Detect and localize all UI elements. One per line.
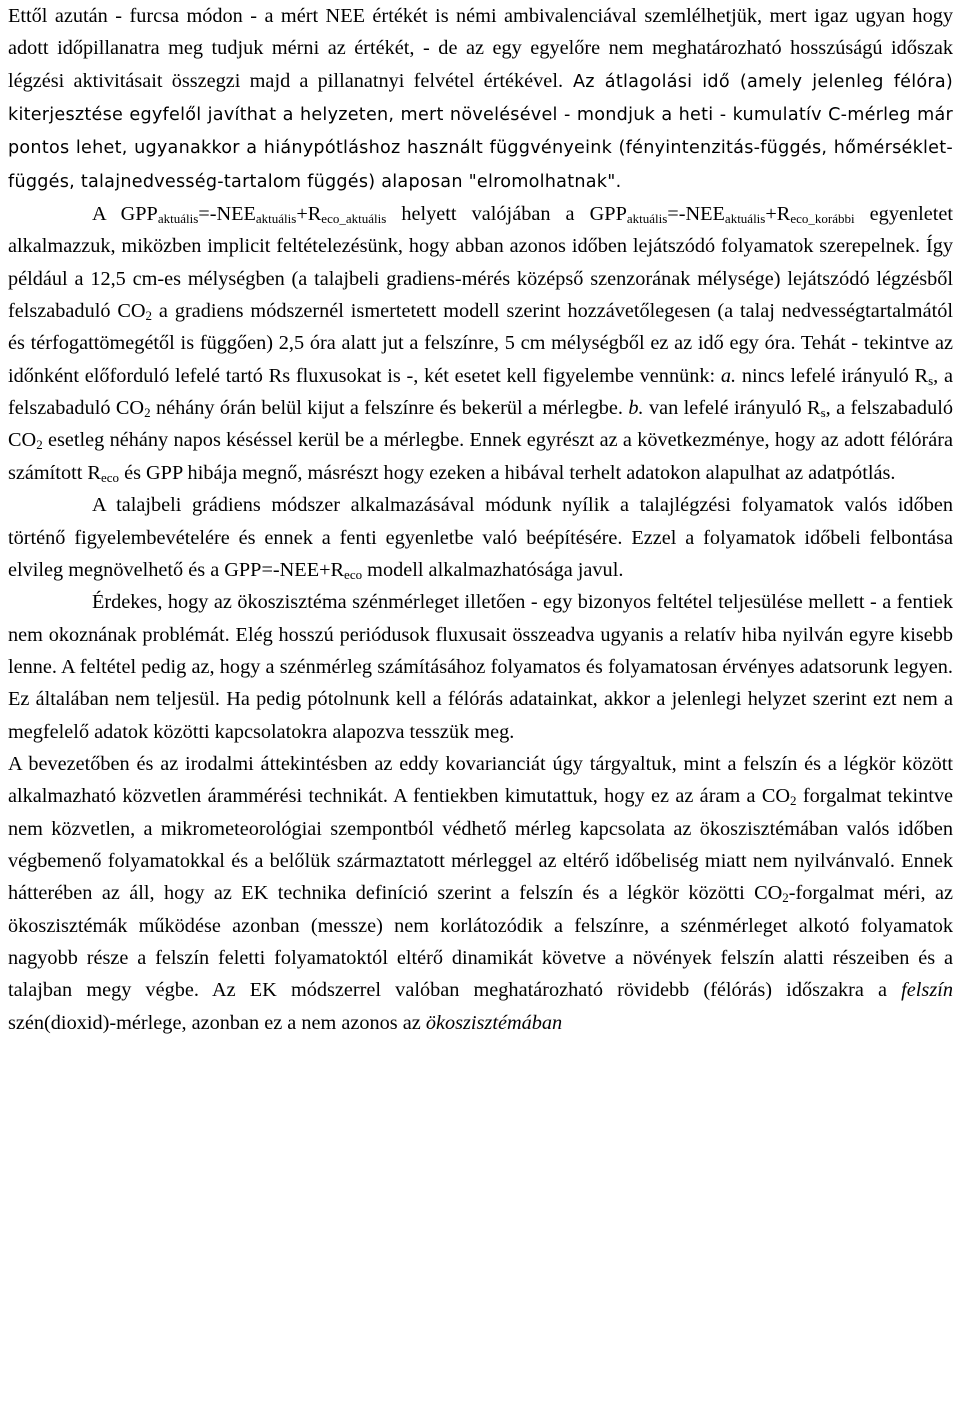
subscript: 2 xyxy=(36,437,43,453)
subscript: eco xyxy=(344,566,363,582)
paragraph-1 xyxy=(8,0,953,198)
text-run: =-NEE xyxy=(667,203,725,226)
subscript: 2 xyxy=(790,793,797,809)
text-run: nincs lefelé irányuló R xyxy=(736,364,929,387)
text-run: , a felszabaduló CO xyxy=(8,397,953,452)
subscript: eco_aktuális xyxy=(321,211,387,227)
subscript: aktuális xyxy=(724,211,766,227)
text-run: forgalmat tekintve nem közvetlen, a mikrometeorológiai szempontból védhető mérleg kapcsolata az ökoszisztémában valós időben végbemenő folyamatokkal és a belőlük származtatott mérleggel az eltérő időbeliség miatt nem nyilvánvaló. Ennek hátterében az áll, hogy az EK technika definíció szerint a felszín és a légkör közötti CO xyxy=(8,785,953,905)
list-marker-a: a. xyxy=(720,364,737,387)
paragraph-4 xyxy=(8,586,953,748)
paragraph-1-sentence-2: Az átlagolási idő (amely jelenleg félóra) kiterjesztése egyfelől javíthat a helyzeten, mert növelésével - mondjuk a heti - kumulatív C-mérleg már pontos lehet, ugyanakkor a hiánypótláshoz használt függvényeink (fényintenzitás-függés, hőmérséklet-függés, talajnedvesség-tartalom függés) alaposan "elromolhatnak". xyxy=(8,71,953,192)
subscript: aktuális xyxy=(626,211,668,227)
text-run: +R xyxy=(296,203,322,226)
text-run: =-NEE xyxy=(198,203,256,226)
list-marker-b: b. xyxy=(628,397,644,420)
subscript: eco_korábbi xyxy=(790,211,855,227)
paragraph-5 xyxy=(8,748,953,1039)
text-run: , a felszabaduló CO xyxy=(8,364,953,420)
text-run: A bevezetőben és az irodalmi áttekintésben az eddy kovarianciát úgy tárgyaltuk, mint a felszín és a légkör között alkalmazható közvetlen árammérési technikát. A fentiekben kimutattuk, hogy ez az áram a CO xyxy=(8,752,953,808)
paragraph-3 xyxy=(8,489,953,586)
emphasis-felszin: felszín xyxy=(901,979,953,1002)
text-run: +R xyxy=(765,203,791,226)
subscript: aktuális xyxy=(157,211,199,227)
text-run: helyett valójában a GPP xyxy=(386,203,627,226)
text-run: néhány órán belül kijut a felszínre és bekerül a mérlegbe. xyxy=(150,397,629,420)
text-run: esetleg néhány napos késéssel kerül be a mérlegbe. Ennek egyrészt az a következménye, hogy az adott félórára számított R xyxy=(8,429,953,484)
paragraph-2 xyxy=(8,198,953,489)
text-run: A talajbeli grádiens módszer alkalmazásával módunk nyílik a talajlégzési folyamatok valós időben történő figyelembevételére és ennek a fenti egyenletbe való beépítésére. Ezzel a folyamatok időbeli felbontása elvileg megnövelhető és a GPP=-NEE+R xyxy=(8,494,953,581)
text-run: egyenletet alkalmazzuk, miközben implicit feltételezésünk, hogy abban azonos időben lejátszódó folyamatok szerepelnek. xyxy=(8,203,954,258)
emphasis-okoszisztemaban: ökoszisztémában xyxy=(425,1011,563,1034)
text-run: és GPP hibája megnő, másrészt hogy ezeken a hibával terhelt adatokon alapulhat az adatpótlás. xyxy=(119,461,896,484)
text-run: A GPP xyxy=(92,203,158,226)
text-run: -forgalmat méri, az ökoszisztémák működése azonban (messze) nem korlátozódik a felszínre, a szénmérleget alkotó folyamatok nagyobb része a felszín feletti folyamatoktól eltérő dinamikát követve a növények felszín alatti részeiben és a talajban megy végbe. Az EK módszerrel valóban meghatározható rövidebb (félórás) időszakra a xyxy=(8,882,953,1002)
text-run: Érdekes, hogy az ökoszisztéma szénmérleget illetően - egy bizonyos feltétel teljesülése mellett - a fentiek nem okoznának problémát. Elég hosszú periódusok fluxusait összeadva ugyanis a relatív hiba nyilván egyre kisebb lenne. A feltétel pedig az, hogy a szénmérleg számításához folyamatos és folyamatosan érvényes adatsorunk legyen. Ez általában nem teljesül. Ha pedig pótolnunk kell a félórás adatainkat, akkor a jelenlegi helyzet szerint ezt nem a megfelelő adatok közötti kapcsolatokra alapozva tesszük meg. xyxy=(8,591,953,743)
subscript: 2 xyxy=(145,308,153,324)
text-run: szén(dioxid)-mérlege, azonban ez a nem azonos az xyxy=(8,1011,426,1034)
subscript: 2 xyxy=(782,890,789,906)
subscript: s xyxy=(928,372,934,388)
subscript: s xyxy=(820,405,826,421)
subscript: aktuális xyxy=(255,211,297,227)
subscript: eco xyxy=(100,469,119,485)
text-run: Így például a 12,5 cm-es mélységben (a talajbeli gradiens-mérés középső szenzorának mélysége) lejátszódó légzésből felszabaduló CO xyxy=(8,235,954,323)
subscript: 2 xyxy=(144,405,151,421)
text-run: van lefelé irányuló R xyxy=(643,397,821,420)
text-run: modell alkalmazhatósága javul. xyxy=(362,558,624,581)
text-run: a gradiens módszernél ismertetett modell szerint hozzávetőlegesen (a talaj nedvességtartalmától és térfogattömegétől is függően) 2,5 óra alatt jut a felszínre, 5 cm mélységből ez az idő egy óra. Tehát - tekintve az időnként előforduló lefelé tartó Rs fluxusokat is -, két esetet kell figyelembe vennünk: xyxy=(8,300,953,387)
paragraph-1-sentence-1: Ettől azután - furcsa módon - a mért NEE értékét is némi ambivalenciával szemlélhetjük, mert igaz ugyan hogy adott időpillanatra meg tudjuk mérni az értékét, - de az egy egyelőre nem meghatározható hosszúságú időszak légzési aktivitásait összegzi majd a pillanatnyi felvétel értékével. xyxy=(8,5,953,92)
